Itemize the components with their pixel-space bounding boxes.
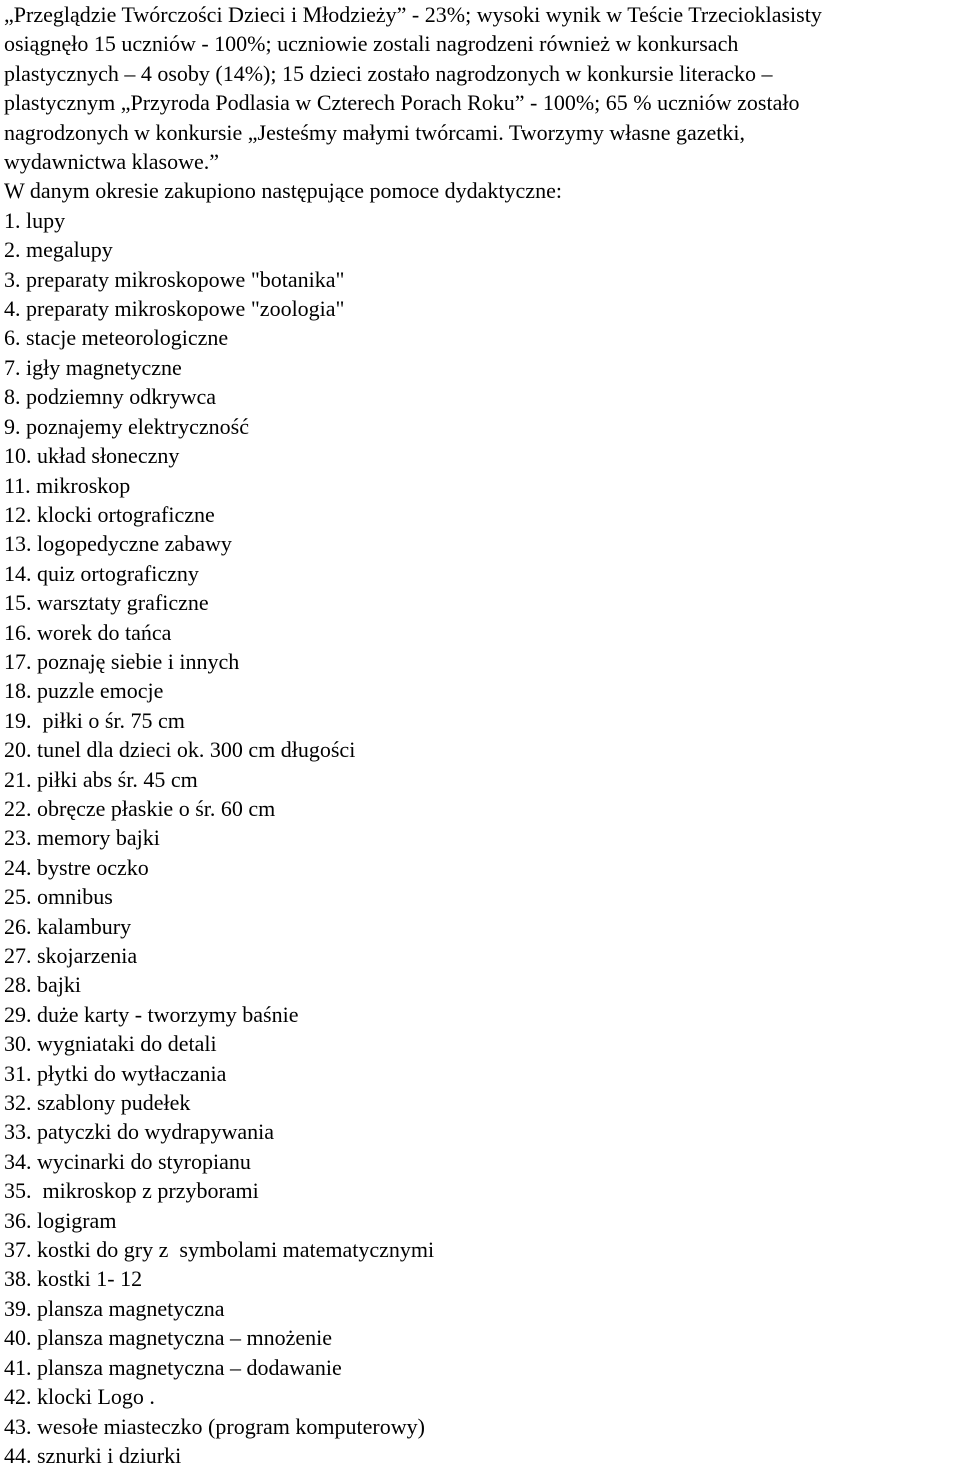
- list-item: 31. płytki do wytłaczania: [4, 1060, 227, 1086]
- paragraph-line: plastycznych – 4 osoby (14%); 15 dzieci zostało nagrodzonych w konkursie literacko –: [4, 60, 773, 86]
- list-item: 15. warsztaty graficzne: [4, 590, 209, 616]
- list-item: 29. duże karty - tworzymy baśnie: [4, 1001, 299, 1027]
- list-item: 42. klocki Logo .: [4, 1384, 155, 1410]
- list-item: 3. preparaty mikroskopowe "botanika": [4, 266, 345, 292]
- list-item: 38. kostki 1- 12: [4, 1266, 143, 1292]
- list-item: 19. piłki o śr. 75 cm: [4, 707, 185, 733]
- list-item: 13. logopedyczne zabawy: [4, 531, 232, 557]
- list-item: 36. logigram: [4, 1207, 117, 1233]
- list-item: 11. mikroskop: [4, 472, 131, 498]
- list-item: 27. skojarzenia: [4, 943, 138, 968]
- teaching-aids-list: [4, 206, 950, 1470]
- list-item: 35. mikroskop z przyborami: [4, 1178, 259, 1204]
- list-item: 18. puzzle emocje: [4, 678, 164, 704]
- list-intro: W danym okresie zakupiono następujące pomoce dydaktyczne:: [4, 178, 562, 204]
- list-item: 17. poznaję siebie i innych: [4, 648, 240, 674]
- list-item: 20. tunel dla dzieci ok. 300 cm długości: [4, 737, 356, 763]
- summary-paragraph: [4, 0, 950, 176]
- list-item: 34. wycinarki do styropianu: [4, 1148, 251, 1174]
- list-item: 1. lupy: [4, 207, 66, 233]
- list-item: 44. sznurki i dziurki: [4, 1442, 182, 1468]
- list-item: 10. układ słoneczny: [4, 443, 180, 469]
- list-item: 30. wygniataki do detali: [4, 1031, 217, 1057]
- list-item: 37. kostki do gry z symbolami matematycznymi: [4, 1237, 435, 1263]
- list-item: 21. piłki abs śr. 45 cm: [4, 766, 198, 792]
- list-item: 40. plansza magnetyczna – mnożenie: [4, 1325, 333, 1351]
- list-item: 33. patyczki do wydrapywania: [4, 1119, 275, 1145]
- list-item: 32. szablony pudełek: [4, 1090, 191, 1116]
- list-item: 25. omnibus: [4, 884, 113, 910]
- list-item: 43. wesołe miasteczko (program komputerowy): [4, 1413, 425, 1439]
- list-item: 23. memory bajki: [4, 825, 160, 851]
- list-item: 12. klocki ortograficzne: [4, 501, 215, 527]
- list-item: 9. poznajemy elektryczność: [4, 413, 249, 439]
- list-item: 28. bajki: [4, 972, 81, 998]
- list-item: 8. podziemny odkrywca: [4, 384, 216, 410]
- list-item: 41. plansza magnetyczna – dodawanie: [4, 1354, 342, 1380]
- list-item: 14. quiz ortograficzny: [4, 560, 199, 586]
- paragraph-line: nagrodzonych w konkursie „Jesteśmy małymi twórcami. Tworzymy własne gazetki,: [4, 119, 745, 145]
- paragraph-line: osiągnęło 15 uczniów - 100%; uczniowie zostali nagrodzeni również w konkursach: [4, 31, 739, 57]
- paragraph-line: „Przeglądzie Twórczości Dzieci i Młodzieży” - 23%; wysoki wynik w Teście Trzecioklasisty: [4, 2, 822, 27]
- list-item: 24. bystre oczko: [4, 854, 149, 880]
- paragraph-line: wydawnictwa klasowe.”: [4, 149, 220, 175]
- list-item: 2. megalupy: [4, 237, 113, 263]
- list-item: 26. kalambury: [4, 913, 132, 939]
- list-item: 4. preparaty mikroskopowe "zoologia": [4, 296, 345, 322]
- list-item: 6. stacje meteorologiczne: [4, 325, 229, 351]
- list-item: 22. obręcze płaskie o śr. 60 cm: [4, 795, 276, 821]
- list-item: 16. worek do tańca: [4, 619, 172, 645]
- paragraph-line: plastycznym „Przyroda Podlasia w Czterech Porach Roku” - 100%; 65 % uczniów zostało: [4, 90, 800, 116]
- list-item: 7. igły magnetyczne: [4, 354, 182, 380]
- list-item: 39. plansza magnetyczna: [4, 1295, 225, 1321]
